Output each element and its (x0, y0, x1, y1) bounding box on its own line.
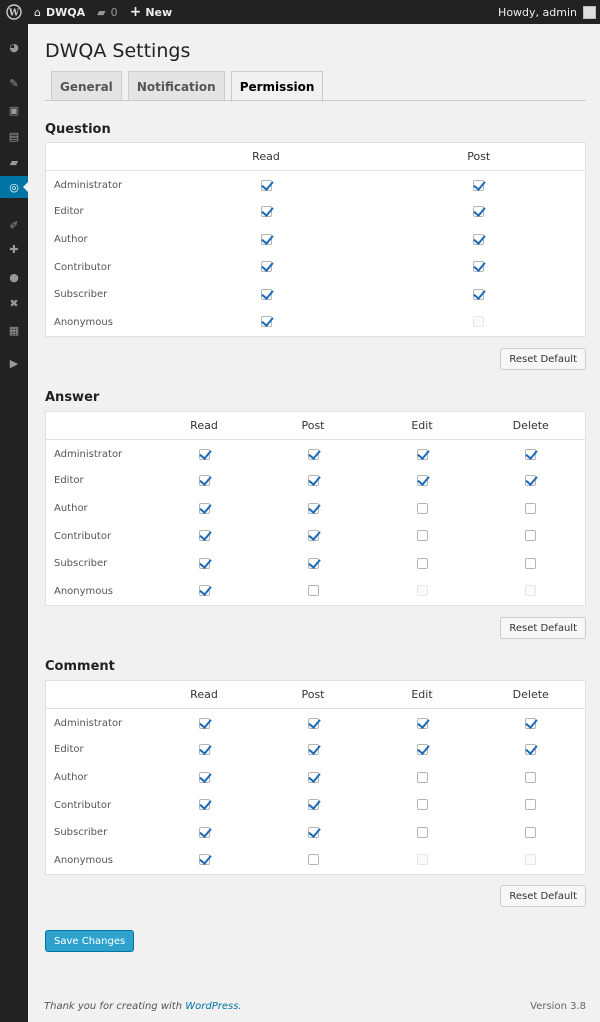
plus-icon: + (129, 4, 142, 20)
permission-cell (259, 846, 368, 874)
comment-editor-delete-checkbox[interactable] (525, 744, 536, 755)
question-administrator-read-checkbox[interactable] (261, 180, 272, 191)
question-contributor-post-checkbox[interactable] (473, 261, 484, 272)
table-row (46, 308, 586, 336)
comment-subscriber-delete-checkbox[interactable] (525, 827, 536, 838)
column-header-delete: Delete (477, 412, 586, 440)
permission-cell (150, 522, 259, 550)
table-row (46, 577, 586, 605)
avatar (583, 6, 596, 19)
table-row (46, 736, 586, 764)
answer-contributor-post-checkbox[interactable] (308, 530, 319, 541)
table-row (46, 550, 586, 578)
comment-contributor-read-checkbox[interactable] (199, 799, 210, 810)
comment-administrator-read-checkbox[interactable] (199, 718, 210, 729)
column-header-read: Read (160, 143, 373, 171)
question-administrator-post-checkbox[interactable] (473, 180, 484, 191)
answer-permission-table (45, 411, 586, 606)
admin-side-menu (0, 24, 28, 1022)
question-permission-table (45, 142, 586, 337)
footer-thanks-suffix: . (238, 1001, 242, 1012)
permission-cell (368, 736, 477, 764)
permission-cell (150, 846, 259, 874)
permission-cell (368, 467, 477, 495)
home-icon: ⌂ (34, 5, 41, 19)
permission-cell (259, 495, 368, 523)
comment-permission-table (45, 680, 586, 875)
answer-subscriber-edit-checkbox[interactable] (417, 558, 428, 569)
table-row (46, 764, 586, 792)
permission-cell (259, 764, 368, 792)
table-row (46, 198, 586, 226)
answer-editor-read-checkbox[interactable] (199, 475, 210, 486)
comment-anonymous-post-checkbox[interactable] (308, 854, 319, 865)
question-reset-default-button[interactable]: Reset Default (500, 348, 586, 370)
answer-contributor-read-checkbox[interactable] (199, 530, 210, 541)
permission-cell (368, 709, 477, 737)
footer-thanks-prefix: Thank you for creating with (44, 1001, 183, 1012)
role-label: Administrator (54, 449, 123, 461)
permission-cell (259, 440, 368, 468)
my-account-link[interactable] (492, 0, 600, 24)
permission-cell (373, 281, 586, 309)
role-label: Administrator (54, 180, 123, 192)
permission-cell (150, 736, 259, 764)
table-row (46, 522, 586, 550)
role-label: Subscriber (54, 558, 108, 570)
permission-cell (477, 736, 586, 764)
appearance-icon[interactable]: ✐ (9, 218, 19, 232)
permission-cell (259, 736, 368, 764)
table-header-row (46, 143, 586, 171)
new-content-link[interactable] (124, 0, 179, 24)
wordpress-logo-icon[interactable] (0, 0, 28, 24)
role-label: Author (54, 233, 88, 245)
permission-cell (373, 226, 586, 254)
comment-administrator-post-checkbox[interactable] (308, 718, 319, 729)
permission-cell (259, 550, 368, 578)
answer-anonymous-read-checkbox[interactable] (199, 585, 210, 596)
answer-author-edit-checkbox[interactable] (417, 503, 428, 514)
role-label: Author (54, 771, 88, 783)
question-contributor-read-checkbox[interactable] (261, 261, 272, 272)
permission-cell (150, 440, 259, 468)
column-header-post: Post (259, 412, 368, 440)
comment-contributor-delete-checkbox[interactable] (525, 799, 536, 810)
role-label: Anonymous (54, 316, 113, 328)
permission-cell (150, 550, 259, 578)
permission-cell (160, 198, 373, 226)
table-row (46, 253, 586, 281)
answer-author-delete-checkbox[interactable] (525, 503, 536, 514)
permission-cell (150, 495, 259, 523)
collapse-menu-icon[interactable]: ▶ (9, 356, 19, 370)
permission-cell (477, 467, 586, 495)
role-label: Subscriber (54, 289, 108, 301)
table-row (46, 709, 586, 737)
role-label: Editor (54, 206, 84, 218)
site-name-label: DWQA (45, 5, 86, 19)
answer-contributor-delete-checkbox[interactable] (525, 530, 536, 541)
answer-administrator-post-checkbox[interactable] (308, 449, 319, 460)
permission-cell (150, 709, 259, 737)
answer-editor-post-checkbox[interactable] (308, 475, 319, 486)
table-header-row (46, 681, 586, 709)
answer-anonymous-post-checkbox[interactable] (308, 585, 319, 596)
answer-editor-delete-checkbox[interactable] (525, 475, 536, 486)
permission-cell (477, 577, 586, 605)
table-row (46, 281, 586, 309)
comments-count: 0 (110, 5, 118, 19)
users-icon[interactable]: ● (9, 270, 19, 284)
permission-cell (373, 253, 586, 281)
comment-administrator-edit-checkbox[interactable] (417, 718, 428, 729)
greeting-label: Howdy, admin (498, 5, 577, 19)
question-author-read-checkbox[interactable] (261, 234, 272, 245)
table-row (46, 846, 586, 874)
answer-anonymous-delete-checkbox (525, 585, 536, 596)
permission-cell (259, 577, 368, 605)
question-subscriber-read-checkbox[interactable] (261, 289, 272, 300)
settings-icon[interactable]: ▦ (8, 323, 20, 337)
svg-text:W: W (8, 8, 20, 19)
permission-cell (368, 819, 477, 847)
comments-icon[interactable]: ▰ (9, 155, 19, 169)
permission-cell (477, 819, 586, 847)
role-column-header (46, 681, 150, 709)
permission-cell (160, 171, 373, 199)
column-header-post: Post (259, 681, 368, 709)
question-section-title: Question (45, 122, 111, 137)
permission-cell (368, 791, 477, 819)
question-editor-post-checkbox[interactable] (473, 206, 484, 217)
answer-editor-edit-checkbox[interactable] (417, 475, 428, 486)
permission-cell (477, 495, 586, 523)
posts-icon[interactable]: ✎ (9, 76, 19, 90)
permission-cell (373, 308, 586, 336)
comment-anonymous-edit-checkbox (417, 854, 428, 865)
save-changes-button[interactable]: Save Changes (45, 930, 134, 952)
media-icon[interactable]: ▣ (8, 103, 20, 117)
answer-author-read-checkbox[interactable] (199, 503, 210, 514)
plugins-icon[interactable]: ✚ (9, 242, 19, 256)
permission-cell (477, 709, 586, 737)
tab-permission[interactable]: Permission (231, 71, 324, 102)
permission-cell (373, 171, 586, 199)
comment-editor-post-checkbox[interactable] (308, 744, 319, 755)
comment-reset-default-button[interactable]: Reset Default (500, 885, 586, 907)
role-column-header (46, 412, 150, 440)
comment-author-edit-checkbox[interactable] (417, 772, 428, 783)
table-header-row (46, 412, 586, 440)
comment-anonymous-delete-checkbox (525, 854, 536, 865)
permission-cell (477, 550, 586, 578)
table-row (46, 171, 586, 199)
role-label: Author (54, 502, 88, 514)
permission-cell (368, 577, 477, 605)
role-label: Administrator (54, 718, 123, 730)
answer-section-title: Answer (45, 390, 100, 405)
comments-link[interactable] (91, 0, 123, 24)
column-header-edit: Edit (368, 412, 477, 440)
answer-subscriber-post-checkbox[interactable] (308, 558, 319, 569)
comment-author-post-checkbox[interactable] (308, 772, 319, 783)
comment-editor-edit-checkbox[interactable] (417, 744, 428, 755)
comment-administrator-delete-checkbox[interactable] (525, 718, 536, 729)
comment-author-delete-checkbox[interactable] (525, 772, 536, 783)
role-label: Editor (54, 475, 84, 487)
table-row (46, 495, 586, 523)
answer-administrator-delete-checkbox[interactable] (525, 449, 536, 460)
permission-cell (150, 577, 259, 605)
permission-cell (477, 522, 586, 550)
comment-subscriber-edit-checkbox[interactable] (417, 827, 428, 838)
permission-cell (368, 550, 477, 578)
tab-notification[interactable]: Notification (128, 71, 225, 101)
settings-tabs (51, 71, 329, 101)
question-anonymous-post-checkbox (473, 316, 484, 327)
permission-cell (160, 308, 373, 336)
permission-cell (160, 226, 373, 254)
comment-contributor-post-checkbox[interactable] (308, 799, 319, 810)
role-label: Contributor (54, 530, 112, 542)
role-label: Contributor (54, 799, 112, 811)
permission-cell (150, 819, 259, 847)
permission-cell (160, 253, 373, 281)
page-title: DWQA Settings (45, 40, 191, 62)
answer-administrator-edit-checkbox[interactable] (417, 449, 428, 460)
question-anonymous-read-checkbox[interactable] (261, 316, 272, 327)
answer-anonymous-edit-checkbox (417, 585, 428, 596)
role-column-header (46, 143, 160, 171)
column-header-read: Read (150, 412, 259, 440)
role-label: Anonymous (54, 585, 113, 597)
role-label: Subscriber (54, 827, 108, 839)
permission-cell (368, 495, 477, 523)
tools-icon[interactable]: ✖ (9, 296, 19, 310)
tab-general[interactable]: General (51, 71, 122, 101)
table-row (46, 467, 586, 495)
permission-cell (259, 791, 368, 819)
permission-cell (150, 764, 259, 792)
question-subscriber-post-checkbox[interactable] (473, 289, 484, 300)
permission-cell (477, 764, 586, 792)
permission-cell (259, 709, 368, 737)
answer-reset-default-button[interactable]: Reset Default (500, 617, 586, 639)
permission-cell (477, 846, 586, 874)
pages-icon[interactable]: ▤ (8, 129, 20, 143)
column-header-edit: Edit (368, 681, 477, 709)
permission-cell (150, 791, 259, 819)
comment-contributor-edit-checkbox[interactable] (417, 799, 428, 810)
admin-bar (0, 0, 600, 24)
role-label: Editor (54, 744, 84, 756)
column-header-post: Post (373, 143, 586, 171)
site-name-link[interactable] (28, 0, 91, 24)
permission-cell (368, 764, 477, 792)
table-row (46, 791, 586, 819)
dashboard-icon[interactable]: ◕ (9, 40, 19, 54)
role-label: Anonymous (54, 854, 113, 866)
answer-contributor-edit-checkbox[interactable] (417, 530, 428, 541)
comment-editor-read-checkbox[interactable] (199, 744, 210, 755)
tabs-divider (45, 100, 586, 101)
question-editor-read-checkbox[interactable] (261, 206, 272, 217)
permission-cell (477, 791, 586, 819)
wordpress-link[interactable]: WordPress (185, 1001, 239, 1012)
dwqa-icon[interactable]: ◎ (0, 176, 28, 198)
column-header-read: Read (150, 681, 259, 709)
permission-cell (368, 440, 477, 468)
permission-cell (259, 467, 368, 495)
role-label: Contributor (54, 261, 112, 273)
answer-subscriber-read-checkbox[interactable] (199, 558, 210, 569)
table-row (46, 226, 586, 254)
comment-bubble-icon: ▰ (97, 5, 106, 19)
new-label: New (145, 5, 173, 19)
table-row (46, 440, 586, 468)
permission-cell (150, 467, 259, 495)
footer-thanks (44, 1001, 242, 1012)
column-header-delete: Delete (477, 681, 586, 709)
comment-author-read-checkbox[interactable] (199, 772, 210, 783)
table-row (46, 819, 586, 847)
answer-subscriber-delete-checkbox[interactable] (525, 558, 536, 569)
permission-cell (368, 522, 477, 550)
permission-cell (259, 522, 368, 550)
question-author-post-checkbox[interactable] (473, 234, 484, 245)
comment-subscriber-read-checkbox[interactable] (199, 827, 210, 838)
comment-anonymous-read-checkbox[interactable] (199, 854, 210, 865)
answer-administrator-read-checkbox[interactable] (199, 449, 210, 460)
comment-section-title: Comment (45, 659, 115, 674)
answer-author-post-checkbox[interactable] (308, 503, 319, 514)
permission-cell (368, 846, 477, 874)
permission-cell (477, 440, 586, 468)
comment-subscriber-post-checkbox[interactable] (308, 827, 319, 838)
permission-cell (373, 198, 586, 226)
permission-cell (259, 819, 368, 847)
footer-version: Version 3.8 (530, 1001, 586, 1012)
permission-cell (160, 281, 373, 309)
